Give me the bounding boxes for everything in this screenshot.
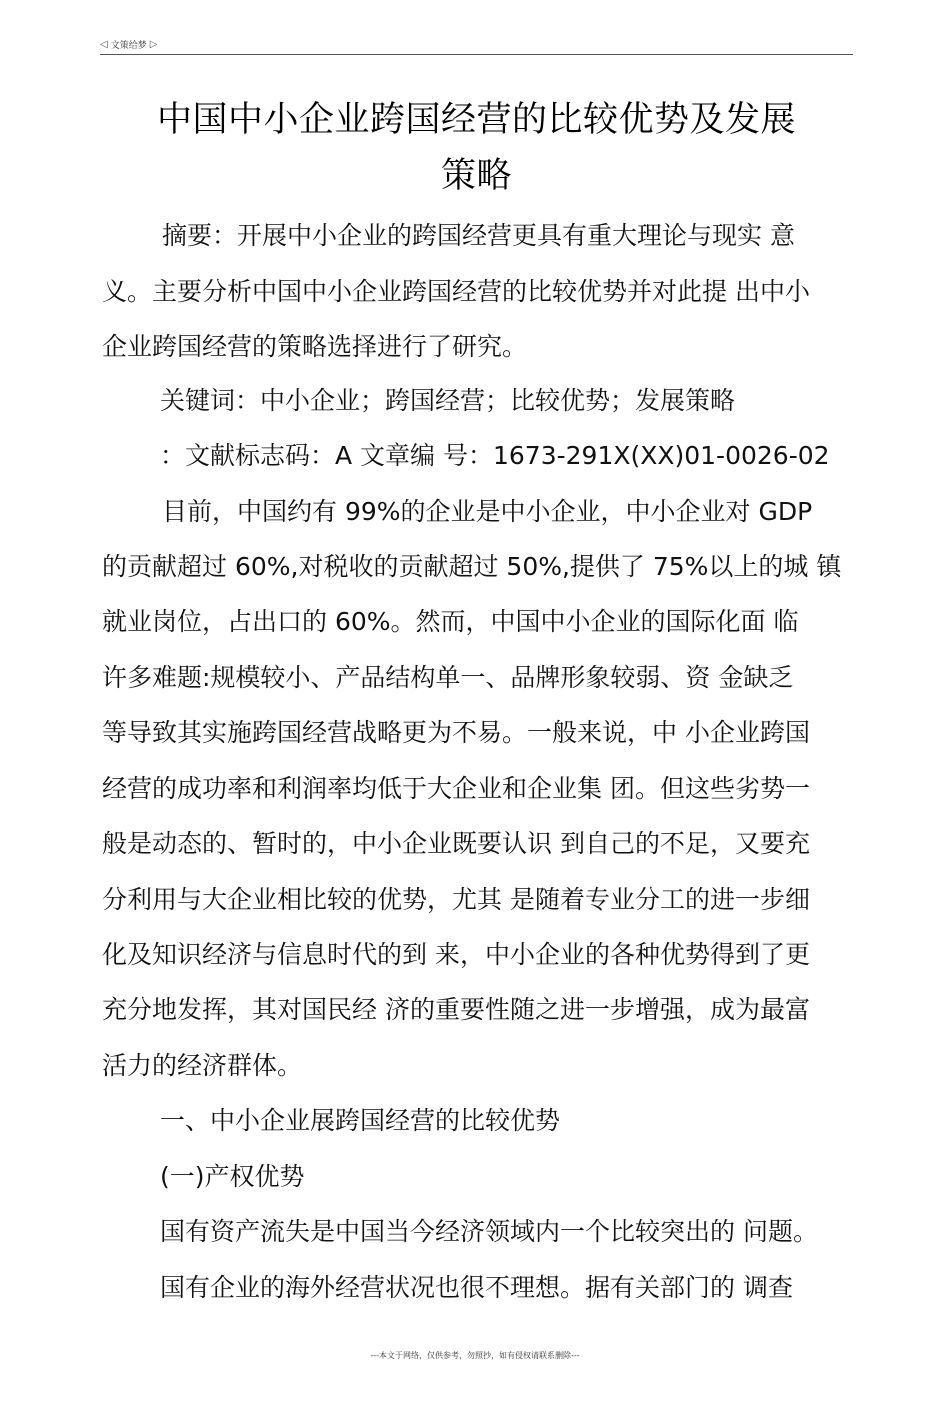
document-title bbox=[100, 92, 853, 204]
paragraph-line: 经营的成功率和利润率均低于大企业和企业集 团。但这些劣势一 bbox=[102, 774, 810, 803]
paragraph-line: 等导致其实施跨国经营战略更为不易。一般来说，中 小企业跨国 bbox=[102, 718, 810, 747]
title-line-2: 策略 bbox=[440, 156, 512, 196]
paragraph-line: 就业岗位，占出口的 60%。然而，中国中小企业的国际化面 临 bbox=[102, 607, 799, 636]
paragraph-line: 分利用与大企业相比较的优势，尤其 是随着专业分工的进一步细 bbox=[102, 885, 810, 914]
abstract-line-1: 摘要：开展中小企业的跨国经营更具有重大理论与现实 意 bbox=[162, 221, 795, 250]
title-line-1: 中国中小企业跨国经营的比较优势及发展 bbox=[156, 100, 796, 140]
keywords-line: 关键词：中小企业；跨国经营；比较优势；发展策略 bbox=[160, 386, 736, 415]
paragraph-line: 充分地发挥，其对国民经 济的重要性随之进一步增强，成为最富 bbox=[102, 995, 810, 1024]
header-text: 文策给梦 bbox=[110, 41, 147, 51]
paragraph-line: 化及知识经济与信息时代的到 来，中小企业的各种优势得到了更 bbox=[102, 940, 810, 969]
page-header bbox=[100, 38, 157, 51]
right-triangle-icon: ▷ bbox=[149, 39, 158, 50]
page-footer: ---本文于网络，仅供参考，勿照抄，如有侵权请联系删除--- bbox=[370, 1351, 580, 1360]
abstract-line-2: 义。主要分析中国中小企业跨国经营的比较优势并对此提 出中小 bbox=[102, 277, 810, 306]
document-code-line: ：文献标志码：A 文章编 号：1673-291X(XX)01-0026-02 bbox=[160, 441, 830, 470]
paragraph-line: 许多难题:规模较小、产品结构单一、品牌形象较弱、资 金缺乏 bbox=[102, 663, 794, 692]
paragraph-line: 目前，中国约有 99%的企业是中小企业，中小企业对 GDP bbox=[162, 497, 813, 526]
paragraph-line: 活力的经济群体。 bbox=[102, 1051, 303, 1080]
subsection-heading: (一)产权优势 bbox=[160, 1162, 305, 1191]
paragraph-line: 国有资产流失是中国当今经济领域内一个比较突出的 问题。 bbox=[160, 1217, 818, 1246]
paragraph-line: 的贡献超过 60%,对税收的贡献超过 50%,提供了 75%以上的城 镇 bbox=[102, 552, 842, 581]
paragraph-line: 般是动态的、暂时的，中小企业既要认识 到自己的不足，又要充 bbox=[102, 829, 810, 858]
abstract-line-3: 企业跨国经营的策略选择进行了研究。 bbox=[102, 332, 528, 361]
header-rule bbox=[100, 54, 853, 55]
section-heading: 一、中小企业展跨国经营的比较优势 bbox=[160, 1106, 561, 1135]
left-triangle-icon: ◁ bbox=[100, 39, 108, 50]
paragraph-line: 国有企业的海外经营状况也很不理想。据有关部门的 调查 bbox=[160, 1273, 793, 1302]
